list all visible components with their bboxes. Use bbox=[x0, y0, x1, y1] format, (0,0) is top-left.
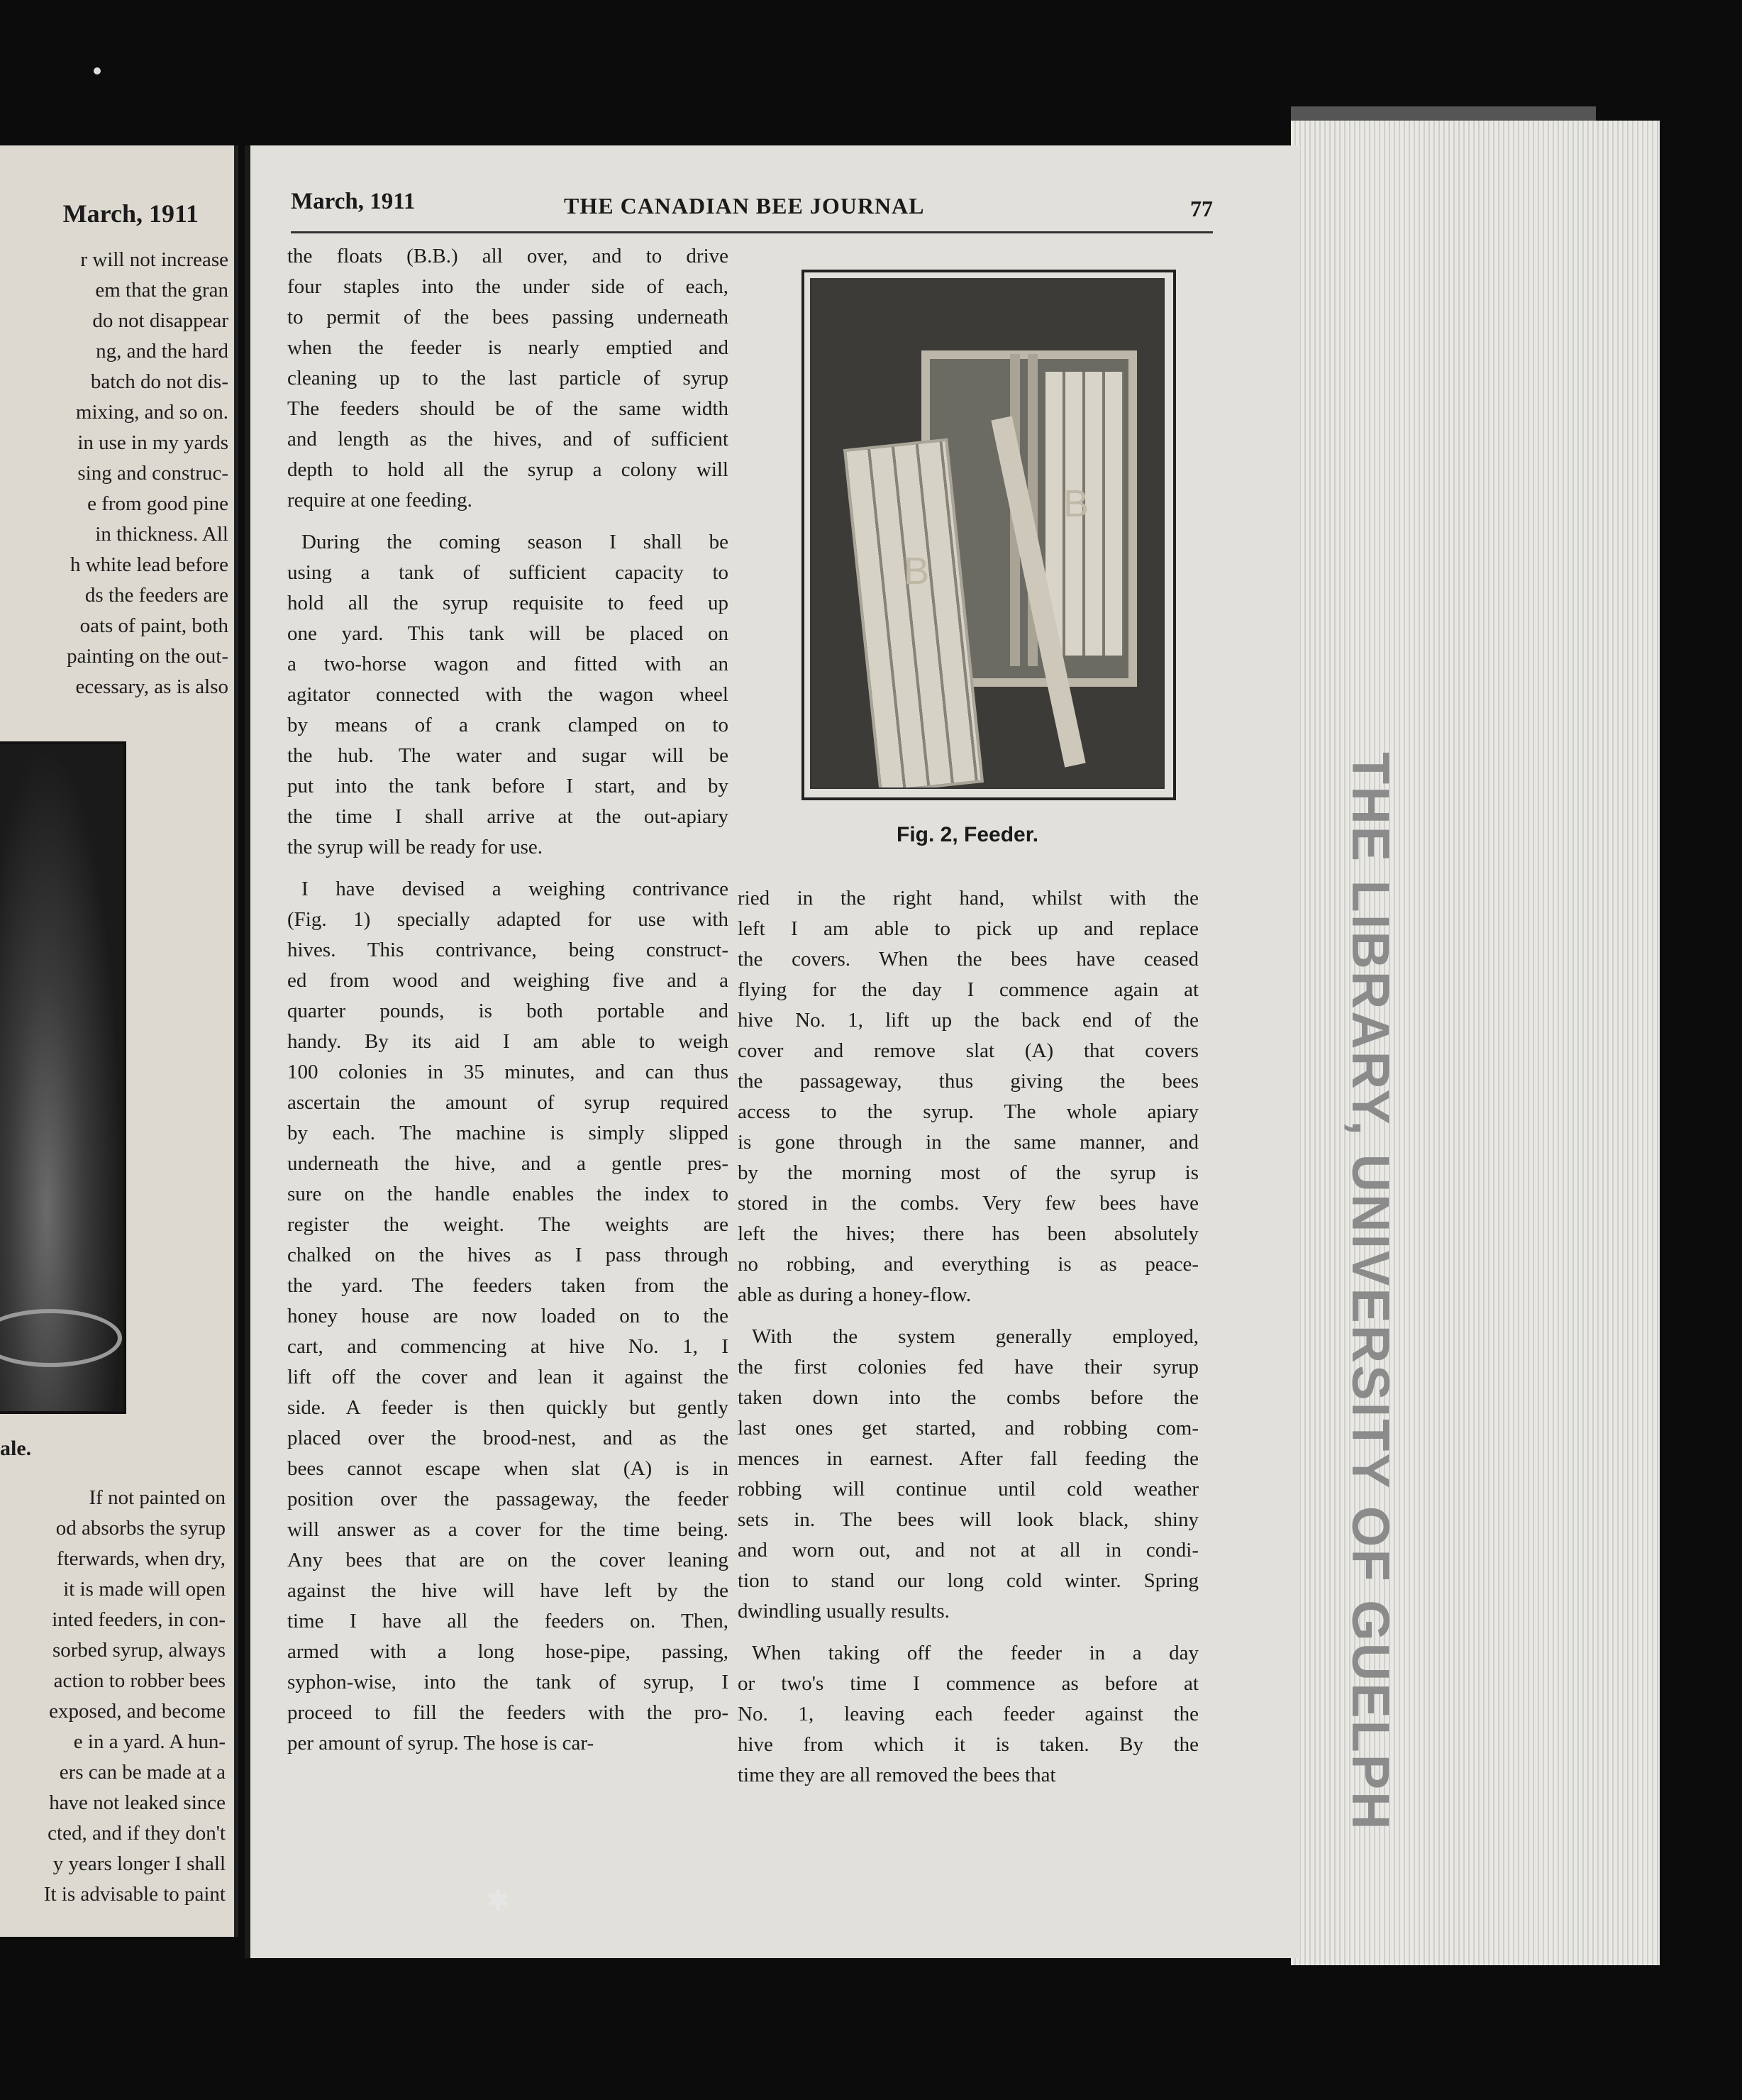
text-line: when the feeder is nearly emptied and bbox=[287, 336, 728, 359]
text-line: depth to hold all the syrup a colony will bbox=[287, 458, 728, 481]
text-line: armed with a long hose-pipe, passing, bbox=[287, 1640, 728, 1663]
text-line: one yard. This tank will be placed on bbox=[287, 622, 728, 645]
text-line: syphon-wise, into the tank of syrup, I bbox=[287, 1671, 728, 1693]
text-line: the hub. The water and sugar will be bbox=[287, 744, 728, 767]
figure-caption: Fig. 2, Feeder. bbox=[897, 823, 1039, 846]
text-line: position over the passageway, the feeder bbox=[287, 1488, 728, 1510]
text-line: r will not increase bbox=[80, 248, 228, 271]
text-line: tion to stand our long cold winter. Spring bbox=[738, 1569, 1199, 1592]
text-line: a two-horse wagon and fitted with an bbox=[287, 653, 728, 675]
text-line: is gone through in the same manner, and bbox=[738, 1131, 1199, 1154]
text-line: od absorbs the syrup bbox=[55, 1517, 226, 1540]
paragraph-gap bbox=[738, 1310, 1199, 1322]
text-line: mixing, and so on. bbox=[75, 401, 228, 424]
text-line: stored in the combs. Very few bees have bbox=[738, 1192, 1199, 1215]
text-line: bees cannot escape when slat (A) is in bbox=[287, 1457, 728, 1480]
text-line: inted feeders, in con- bbox=[52, 1608, 226, 1631]
text-line: able as during a honey-flow. bbox=[738, 1283, 972, 1306]
paragraph-gap bbox=[738, 1627, 1199, 1638]
text-line: by means of a crank clamped on to bbox=[287, 714, 728, 736]
figure-feeder-photo bbox=[801, 270, 1176, 800]
text-line: register the weight. The weights are bbox=[287, 1213, 728, 1236]
text-line: left the hives; there has been absolutely bbox=[738, 1222, 1199, 1245]
text-line: ascertain the amount of syrup required bbox=[287, 1091, 728, 1114]
text-line: It is advisable to paint bbox=[43, 1883, 226, 1906]
text-line: I have devised a weighing contrivance bbox=[301, 878, 728, 900]
text-line: No. 1, leaving each feeder against the bbox=[738, 1703, 1199, 1725]
feeder-photo bbox=[810, 278, 1165, 789]
text-line: cover and remove slat (A) that covers bbox=[738, 1039, 1199, 1062]
left-page-bottom-text bbox=[0, 1483, 226, 1910]
text-line: taken down into the combs before the bbox=[738, 1386, 1199, 1409]
journal-title: THE CANADIAN BEE JOURNAL bbox=[564, 193, 925, 219]
text-line: ried in the right hand, whilst with the bbox=[738, 887, 1199, 910]
running-header bbox=[291, 189, 1213, 233]
text-line: y years longer I shall bbox=[52, 1852, 226, 1875]
text-line: e in a yard. A hun- bbox=[73, 1730, 226, 1753]
text-line: side. A feeder is then quickly but gently bbox=[287, 1396, 728, 1419]
text-line: it is made will open bbox=[63, 1578, 226, 1601]
text-line: Any bees that are on the cover leaning bbox=[287, 1549, 728, 1571]
text-line: exposed, and become bbox=[49, 1700, 226, 1723]
text-line: cleaning up to the last particle of syrup bbox=[287, 367, 728, 389]
library-stamp: THE LIBRARY, UNIVERSITY OF GUELPH bbox=[1341, 752, 1400, 1832]
text-line: left I am able to pick up and replace bbox=[738, 917, 1199, 940]
text-line: During the coming season I shall be bbox=[301, 531, 728, 553]
paragraph-gap bbox=[287, 516, 728, 527]
text-line: quarter pounds, is both portable and bbox=[287, 1000, 728, 1022]
text-line: honey house are now loaded on to the bbox=[287, 1305, 728, 1327]
text-line: to permit of the bees passing underneath bbox=[287, 306, 728, 328]
float-label-b: B bbox=[904, 550, 930, 592]
text-line: em that the gran bbox=[95, 279, 228, 302]
text-line: the floats (B.B.) all over, and to drive bbox=[287, 245, 728, 267]
text-line: h white lead before bbox=[70, 553, 228, 576]
text-line: (Fig. 1) specially adapted for use with bbox=[287, 908, 728, 931]
text-line: sets in. The bees will look black, shiny bbox=[738, 1508, 1199, 1531]
text-line: sure on the handle enables the index to bbox=[287, 1183, 728, 1205]
text-line: agitator connected with the wagon wheel bbox=[287, 683, 728, 706]
text-line: put into the tank before I start, and by bbox=[287, 775, 728, 797]
text-line: no robbing, and everything is as peace- bbox=[738, 1253, 1199, 1276]
text-line: or two's time I commence as before at bbox=[738, 1672, 1199, 1695]
text-line: by each. The machine is simply slipped bbox=[287, 1122, 728, 1144]
text-line: sing and construc- bbox=[77, 462, 228, 485]
article-column-2 bbox=[738, 883, 1199, 1791]
text-line: time I have all the feeders on. Then, bbox=[287, 1610, 728, 1632]
text-line: placed over the brood-nest, and as the bbox=[287, 1427, 728, 1449]
text-line: hive No. 1, lift up the back end of the bbox=[738, 1009, 1199, 1032]
text-line: the passageway, thus giving the bees bbox=[738, 1070, 1199, 1093]
text-line: dwindling usually results. bbox=[738, 1600, 950, 1623]
text-line: robbing will continue until cold weather bbox=[738, 1478, 1199, 1501]
text-line: cted, and if they don't bbox=[48, 1822, 226, 1845]
text-line: If not painted on bbox=[89, 1486, 226, 1509]
article-column-1 bbox=[287, 241, 728, 1759]
text-line: ecessary, as is also bbox=[75, 675, 228, 698]
text-line: mences in earnest. After fall feeding the bbox=[738, 1447, 1199, 1470]
header-date: March, 1911 bbox=[291, 189, 416, 214]
text-line: in use in my yards bbox=[77, 431, 228, 454]
left-page-caption-fragment: ale. bbox=[0, 1437, 32, 1460]
text-line: sorbed syrup, always bbox=[52, 1639, 226, 1662]
text-line: ers can be made at a bbox=[59, 1761, 226, 1784]
float-label-b: B bbox=[1063, 482, 1089, 525]
left-facing-page bbox=[0, 145, 238, 1937]
text-line: When taking off the feeder in a day bbox=[752, 1642, 1199, 1664]
text-line: e from good pine bbox=[87, 492, 228, 515]
text-line: four staples into the under side of each, bbox=[287, 275, 728, 298]
text-line: cart, and commencing at hive No. 1, I bbox=[287, 1335, 728, 1358]
text-line: With the system generally employed, bbox=[752, 1325, 1199, 1348]
text-line: chalked on the hives as I pass through bbox=[287, 1244, 728, 1266]
text-line: The feeders should be of the same width bbox=[287, 397, 728, 420]
text-line: ng, and the hard bbox=[96, 340, 228, 363]
text-line: per amount of syrup. The hose is car- bbox=[287, 1732, 594, 1754]
text-line: action to robber bees bbox=[53, 1669, 226, 1692]
text-line: time they are all removed the bees that bbox=[738, 1764, 1056, 1786]
film-speck: ✱ bbox=[486, 1884, 510, 1916]
paragraph-gap bbox=[287, 863, 728, 874]
text-line: and worn out, and not at all in condi- bbox=[738, 1539, 1199, 1562]
text-line: using a tank of sufficient capacity to bbox=[287, 561, 728, 584]
text-line: do not disappear bbox=[92, 309, 228, 332]
text-line: batch do not dis- bbox=[90, 370, 228, 393]
text-line: ed from wood and weighing five and a bbox=[287, 969, 728, 992]
text-line: proceed to fill the feeders with the pro- bbox=[287, 1701, 728, 1724]
text-line: the yard. The feeders taken from the bbox=[287, 1274, 728, 1297]
text-line: have not leaked since bbox=[49, 1791, 226, 1814]
text-line: hold all the syrup requisite to feed up bbox=[287, 592, 728, 614]
text-line: flying for the day I commence again at bbox=[738, 978, 1199, 1001]
text-line: the covers. When the bees have ceased bbox=[738, 948, 1199, 971]
text-line: will answer as a cover for the time being. bbox=[287, 1518, 728, 1541]
left-page-top-text bbox=[0, 245, 228, 702]
text-line: the first colonies fed have their syrup bbox=[738, 1356, 1199, 1378]
text-line: fterwards, when dry, bbox=[56, 1547, 226, 1570]
text-line: and length as the hives, and of sufficient bbox=[287, 428, 728, 451]
text-line: the time I shall arrive at the out-apiary bbox=[287, 805, 728, 828]
text-line: access to the syrup. The whole apiary bbox=[738, 1100, 1199, 1123]
left-page-header-date: March, 1911 bbox=[62, 199, 199, 228]
text-line: hive from which it is taken. By the bbox=[738, 1733, 1199, 1756]
text-line: by the morning most of the syrup is bbox=[738, 1161, 1199, 1184]
text-line: lift off the cover and lean it against the bbox=[287, 1366, 728, 1388]
film-speck bbox=[94, 67, 101, 74]
text-line: the syrup will be ready for use. bbox=[287, 836, 543, 858]
text-line: hives. This contrivance, being construct- bbox=[287, 939, 728, 961]
text-line: oats of paint, both bbox=[79, 614, 228, 637]
text-line: 100 colonies in 35 minutes, and can thus bbox=[287, 1061, 728, 1083]
text-line: require at one feeding. bbox=[287, 489, 472, 512]
text-line: in thickness. All bbox=[95, 523, 228, 546]
text-line: ds the feeders are bbox=[84, 584, 228, 607]
text-line: painting on the out- bbox=[67, 645, 228, 668]
text-line: underneath the hive, and a gentle pres- bbox=[287, 1152, 728, 1175]
page-number: 77 bbox=[1190, 196, 1213, 221]
text-line: handy. By its aid I am able to weigh bbox=[287, 1030, 728, 1053]
text-line: against the hive will have left by the bbox=[287, 1579, 728, 1602]
text-line: last ones get started, and robbing com- bbox=[738, 1417, 1199, 1439]
